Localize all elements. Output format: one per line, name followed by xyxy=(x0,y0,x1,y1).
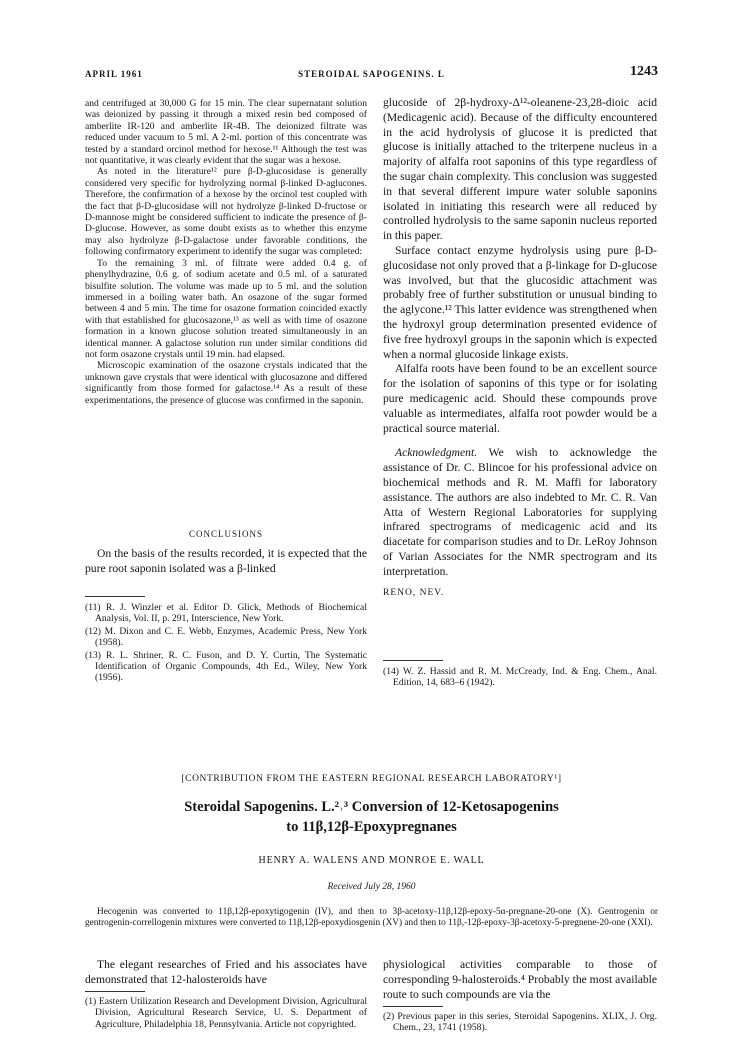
contribution-line: [CONTRIBUTION FROM THE EASTERN REGIONAL RESEARCH LABORATORY¹] xyxy=(181,774,562,784)
page-number: 1243 xyxy=(630,64,658,79)
paragraph: physiological activities comparable to those of corresponding 9-halosteroids.⁴ Probably the most available route to such compounds are via the xyxy=(383,958,657,1001)
issue-date: APRIL 1961 xyxy=(85,69,143,79)
acknowledgment-label: Acknowledgment. xyxy=(395,446,478,460)
reference: (11) R. J. Winzler et al. Editor D. Glick, Methods of Biochemical Analysis, Vol. II, p. 291, Interscience, New York. xyxy=(85,602,367,625)
footnote: (1) Eastern Utilization Research and Development Division, Agricultural Division, Agricultural Research Service, U. S. Department of Agriculture, Philadelphia 18, Pennsylvania. Article not copyrighted. xyxy=(85,996,367,1030)
footnote-rule xyxy=(383,1006,443,1007)
article-title xyxy=(85,797,658,837)
reference: (13) R. L. Shriner, R. C. Fuson, and D. Y. Curtin, The Systematic Identification of Organic Compounds, 4th Ed., Wiley, New York (1956). xyxy=(85,649,367,684)
running-title: STEROIDAL SAPOGENINS. L xyxy=(298,69,445,79)
section-heading: CONCLUSIONS xyxy=(188,529,263,539)
footnote-rule xyxy=(85,991,145,992)
abstract: Hecogenin was converted to 11β,12β-epoxytigogenin (IV), and then to 3β-acetoxy-11β,12β-epoxy-5α-pregnane-20-one (X). Gentrogenin or gentrogenin-correllogenin mixtures were converted to 11β,12β-epoxydiosgenin (XV) and then to 11β,-12β-epoxy-3β-acetoxy-5-pregnene-20-one (XXI). xyxy=(85,907,658,929)
paragraph: On the basis of the results recorded, it is expected that the pure root saponin isolated was a β-linked xyxy=(85,547,367,575)
reference: (12) M. Dixon and C. E. Webb, Enzymes, Academic Press, New York (1958). xyxy=(85,625,367,649)
paragraph: As noted in the literature¹² pure β-D-glucosidase is generally considered very specific for hydrolyzing normal β-linked D-aglucones. Therefore, the confirmation of a hexose by the orcinol test coupled with the fact that β-D-glucosidase will not hydrolyze β-linked D-fructose or D-mannose might be considered sufficient to indicate the presence of β-D-glucose. However, as some doubt exists as to whether this enzyme may also hydrolyze β-D-galactose under favorable conditions, the following confirmatory experiment to identify the sugar was completed: xyxy=(85,166,367,258)
received-date: Received July 28, 1960 xyxy=(327,882,416,892)
conclusions-section xyxy=(85,529,367,577)
title-line: Steroidal Sapogenins. L.²˒³ Conversion of 12-Ketosapogenins xyxy=(184,799,559,815)
intro-left xyxy=(85,958,367,988)
paragraph: To the remaining 3 ml. of filtrate were added 0.4 g. of phenylhydrazine, 0.6 g. of sodium acetate and 0.5 ml. of a saturated bisulfite solution. The volume was made up to 5 ml. and the solution immersed in a boiling water bath. An osazone of the sugar formed between 4 and 5 min. The time for osazone formation coincided exactly with that established for glucosazone,¹³ as well as with time of osazone formation in a known glucose solution treated simultaneously in an identical manner. A galactose solution run under similar conditions did not form osazone crystals until 19 min. had elapsed. xyxy=(85,257,367,360)
paragraph: Microscopic examination of the osazone crystals indicated that the unknown gave crystals that were identical with glucosazone and differed significantly from those formed for galactose.¹⁴ As a result of these experimentations, the presence of glucose was confirmed in the saponin. xyxy=(85,360,367,406)
footnote-right xyxy=(383,1003,657,1035)
footnote: (2) Previous paper in this series, Steroidal Sapogenins. XLIX, J. Org. Chem., 23, 1741 (1958). xyxy=(383,1011,657,1034)
left-column-methods xyxy=(85,98,367,406)
authors: HENRY A. WALENS AND MONROE E. WALL xyxy=(258,855,485,866)
paragraph: glucoside of 2β-hydroxy-Δ¹²-oleanene-23,28-dioic acid (Medicagenic acid). Because of the difficulty encountered in the acid hydrolysis of glucose it is predicted that glucose is initially attached to the triterpene nucleus in a majority of alfalfa root saponins of this type regardless of the sugar chain complexity. This conclusion was suggested in that several different impure water soluble saponins isolated in initiating this research were all reduced by controlled hydrolysis to the same saponin nucleus reported in this paper. xyxy=(383,96,657,243)
left-references xyxy=(85,592,367,685)
reference: (14) W. Z. Hassid and R. M. McCready, Ind. & Eng. Chem., Anal. Edition, 14, 683–6 (1942). xyxy=(383,666,657,689)
paragraph: and centrifuged at 30,000 G for 15 min. The clear supernatant solution was deionized by passing it through a mixed resin bed composed of amberlite IR-120 and amberlite IR-4B. The deionized filtrate was reduced under vacuum to 5 ml. A 2-ml. portion of this concentrate was tested by a standard orcinol method for hexose.¹¹ Although the test was not quantitative, it was clearly evident that the sugar was a hexose. xyxy=(85,98,367,167)
footnote-left xyxy=(85,988,367,1031)
page-header xyxy=(85,66,658,82)
right-references xyxy=(383,656,657,690)
title-line: to 11β,12β-Epoxypregnanes xyxy=(286,819,457,835)
location: RENO, NEV. xyxy=(383,587,445,598)
paragraph: Alfalfa roots have been found to be an excellent source for the isolation of saponins of this type or for isolating pure medicagenic acid. Should these compounds prove valuable as intermediates, alfalfa root powder would be a practical source material. xyxy=(383,362,657,435)
intro-right xyxy=(383,958,657,1002)
footnote-rule xyxy=(85,596,145,597)
acknowledgment xyxy=(383,446,657,579)
paragraph: The elegant researches of Fried and his associates have demonstrated that 12-halosteroids have xyxy=(85,958,367,986)
acknowledgment-text: We wish to acknowledge the assistance of Dr. C. Blincoe for his professional advice on biochemical methods and R. M. Maffi for laboratory assistance. The authors are also indebted to Mr. C. R. Van Atta of Western Regional Laboratories for supplying infrared spectrograms of medicagenic acid and its diacetate for comparison studies and to Dr. LeRoy Johnson of Varian Associates for the NMR spectrogram and its interpretation. xyxy=(383,446,658,578)
right-column-discussion xyxy=(383,96,657,600)
footnote-rule xyxy=(383,660,443,661)
paragraph: Surface contact enzyme hydrolysis using pure β-D-glucosidase not only proved that a β-linkage for D-glucose was involved, but that the glucosidic attachment was probably free of further substitution or unusual binding to the aglycone.¹² This latter evidence was strengthened when the hydroxyl group determination presented evidence of five free hydroxyl groups in the saponin which is expected when a normal glucoside linkage exists. xyxy=(383,243,657,361)
